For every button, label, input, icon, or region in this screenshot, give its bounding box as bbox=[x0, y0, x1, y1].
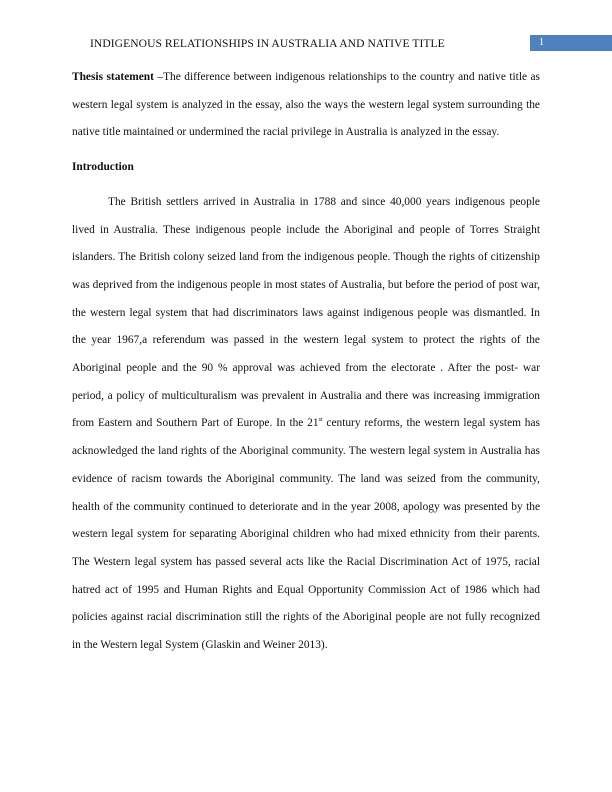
thesis-label: Thesis statement bbox=[72, 71, 154, 83]
body-text bbox=[72, 64, 540, 660]
page-number: 1 bbox=[530, 35, 612, 51]
ordinal-superscript: st bbox=[318, 417, 323, 424]
thesis-text: –The difference between indigenous relationships to the country and native title as western legal system is analyzed in the essay, also the ways the western legal system surrounding the native title maintained or undermined the racial privilege in Australia is analyzed in the essay. bbox=[72, 71, 540, 139]
introduction-text-part2: century reforms, the western legal system has acknowledged the land rights of the Aboriginal community. The western legal system in Australia has evidence of racism towards the Aboriginal community. The land was seized from the community, health of the community continued to deteriorate and in the year 2008, apology was presented by the western legal system for separating Aboriginal children who had mixed ethnicity from their parents. The Western legal system has passed several acts like the Racial Discrimination Act of 1975, racial hatred act of 1995 and Human Rights and Equal Opportunity Commission Act of 1986 which had policies against racial discrimination still the rights of the Aboriginal people are not fully recognized in the Western legal System (Glaskin and Weiner 2013). bbox=[72, 417, 540, 652]
introduction-paragraph bbox=[72, 189, 540, 660]
thesis-paragraph bbox=[72, 64, 540, 147]
section-heading-introduction: Introduction bbox=[72, 161, 134, 174]
introduction-text-part1: The British settlers arrived in Australia in 1788 and since 40,000 years indigenous people lived in Australia. These indigenous people include the Aboriginal and people of Torres Straight islanders. The British colony seized land from the indigenous people. Though the rights of citizenship was deprived from the indigenous people in most states of Australia, but before the period of post war, the western legal system that had discriminators laws against indigenous people was dismantled. In the year 1967,a referendum was passed in the western legal system to protect the rights of the Aboriginal people and the 90 % approval was achieved from the electorate . After the post- war period, a policy of multiculturalism was prevalent in Australia and there was increasing immigration from Eastern and Southern Part of Europe. In the 21 bbox=[72, 195, 540, 430]
running-head: INDIGENOUS RELATIONSHIPS IN AUSTRALIA AND NATIVE TITLE bbox=[90, 37, 445, 50]
